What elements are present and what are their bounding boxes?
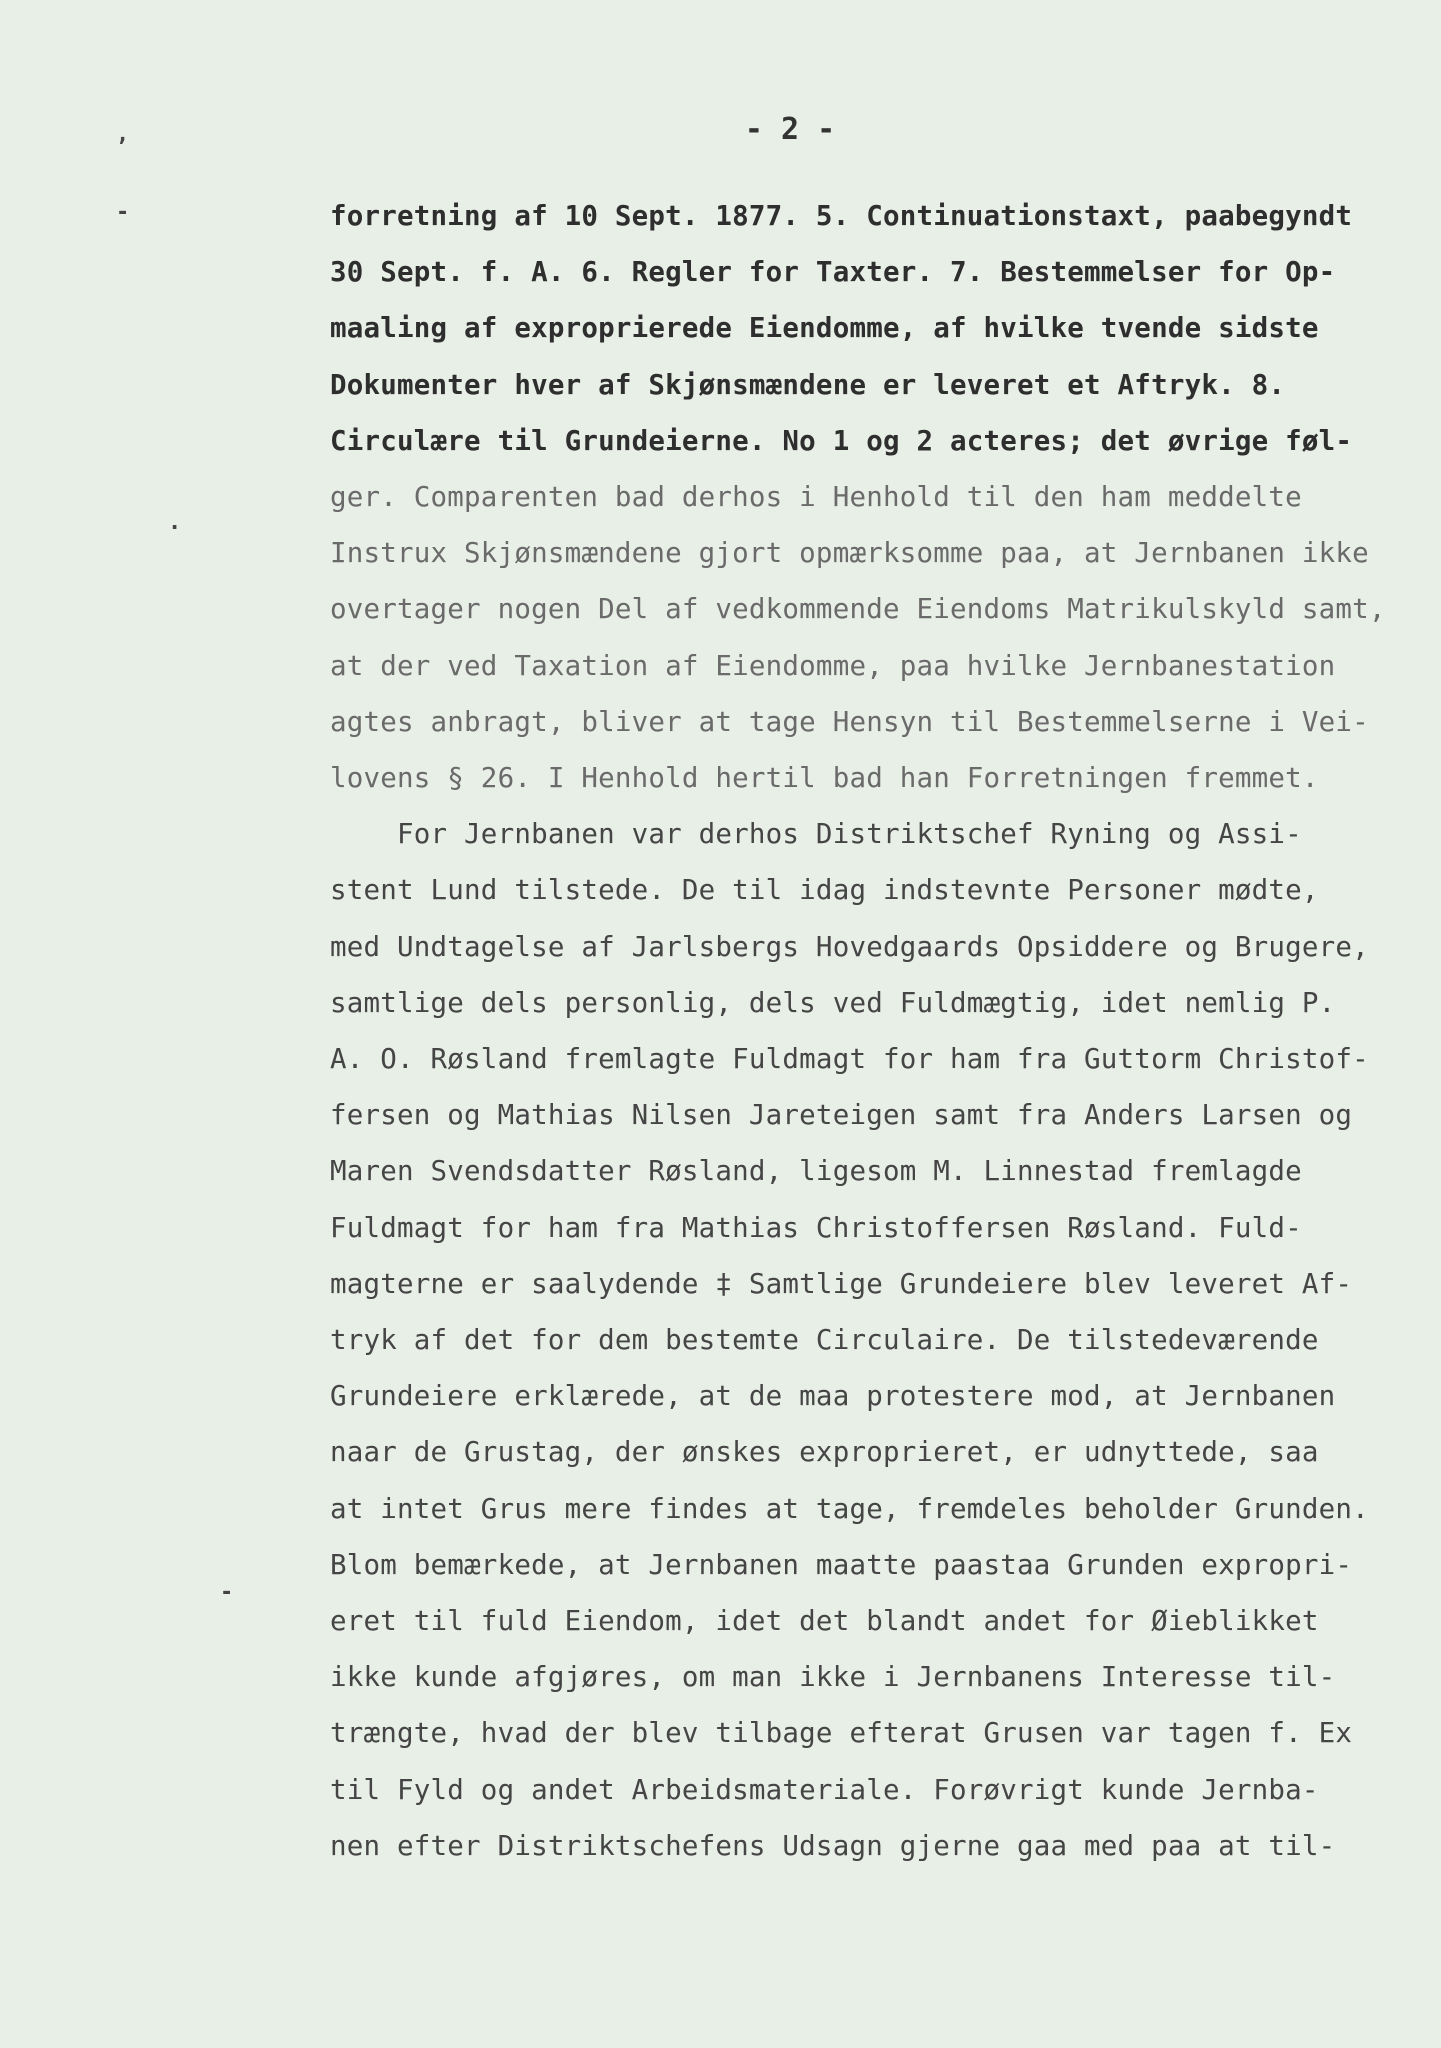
text-line: magterne er saalydende ‡ Samtlige Grundeiere blev leveret Af- bbox=[330, 1267, 1353, 1300]
text-line: at der ved Taxation af Eiendomme, paa hvilke Jernbanestation bbox=[330, 649, 1336, 682]
text-line: Fuldmagt for ham fra Mathias Christoffersen Røsland. Fuld- bbox=[330, 1211, 1302, 1244]
text-line: samtlige dels personlig, dels ved Fuldmægtig, idet nemlig P. bbox=[330, 986, 1336, 1019]
text-line: For Jernbanen var derhos Distriktschef Ryning og Assi- bbox=[330, 818, 1302, 851]
text-line: Circulære til Grundeierne. No 1 og 2 acteres; det øvrige føl- bbox=[330, 424, 1353, 457]
margin-mark: - bbox=[116, 200, 130, 225]
text-line: nen efter Distriktschefens Udsagn gjerne gaa med paa at til- bbox=[330, 1829, 1336, 1862]
text-line: at intet Grus mere findes at tage, fremdeles beholder Grunden. bbox=[330, 1492, 1369, 1525]
text-line: A. O. Røsland fremlagte Fuldmagt for ham fra Guttorm Christof- bbox=[330, 1043, 1369, 1075]
text-line: ger. Comparenten bad derhos i Henhold til den ham meddelte bbox=[330, 481, 1302, 513]
text-line: Maren Svendsdatter Røsland, ligesom M. Linnestad fremlagde bbox=[330, 1155, 1302, 1188]
text-line: ikke kunde afgjøres, om man ikke i Jernbanens Interesse til- bbox=[330, 1661, 1336, 1694]
margin-mark: - bbox=[220, 1580, 234, 1605]
text-line: naar de Grustag, der ønskes exproprieret, er udnyttede, saa bbox=[330, 1436, 1319, 1469]
text-line: 30 Sept. f. A. 6. Regler for Taxter. 7. Bestemmelser for Op- bbox=[330, 256, 1336, 289]
text-line: forretning af 10 Sept. 1877. 5. Continuationstaxt, paabegyndt bbox=[330, 200, 1353, 232]
text-line: lovens § 26. I Henhold hertil bad han Forretningen fremmet. bbox=[330, 762, 1319, 794]
text-line: til Fyld og andet Arbeidsmateriale. Forøvrigt kunde Jernba- bbox=[330, 1773, 1319, 1806]
text-line: tryk af det for dem bestemte Circulaire. De tilstedeværende bbox=[330, 1324, 1319, 1356]
text-line: maaling af exproprierede Eiendomme, af hvilke tvende sidste bbox=[330, 312, 1319, 345]
text-line: med Undtagelse af Jarlsbergs Hovedgaards Opsiddere og Brugere, bbox=[330, 930, 1369, 963]
text-line: Blom bemærkede, at Jernbanen maatte paastaa Grunden expropri- bbox=[330, 1548, 1353, 1581]
text-line: trængte, hvad der blev tilbage efterat Grusen var tagen f. Ex bbox=[330, 1717, 1353, 1750]
text-line: Instrux Skjønsmændene gjort opmærksomme paa, at Jernbanen ikke bbox=[330, 537, 1369, 570]
text-line: stent Lund tilstede. De til idag indstevnte Personer mødte, bbox=[330, 874, 1319, 907]
page-number: - 2 - bbox=[744, 112, 836, 147]
margin-mark: . bbox=[168, 510, 182, 535]
text-line: agtes anbragt, bliver at tage Hensyn til Bestemmelserne i Vei- bbox=[330, 705, 1369, 738]
text-line: fersen og Mathias Nilsen Jareteigen samt fra Anders Larsen og bbox=[330, 1099, 1353, 1132]
text-line: Grundeiere erklærede, at de maa protestere mod, at Jernbanen bbox=[330, 1380, 1336, 1413]
text-line: Dokumenter hver af Skjønsmændene er leveret et Aftryk. 8. bbox=[330, 368, 1286, 401]
margin-mark: ‚ bbox=[116, 122, 130, 147]
text-line: overtager nogen Del af vedkommende Eiendoms Matrikulskyld samt, bbox=[330, 593, 1386, 626]
text-line: eret til fuld Eiendom, idet det blandt andet for Øieblikket bbox=[330, 1605, 1319, 1637]
